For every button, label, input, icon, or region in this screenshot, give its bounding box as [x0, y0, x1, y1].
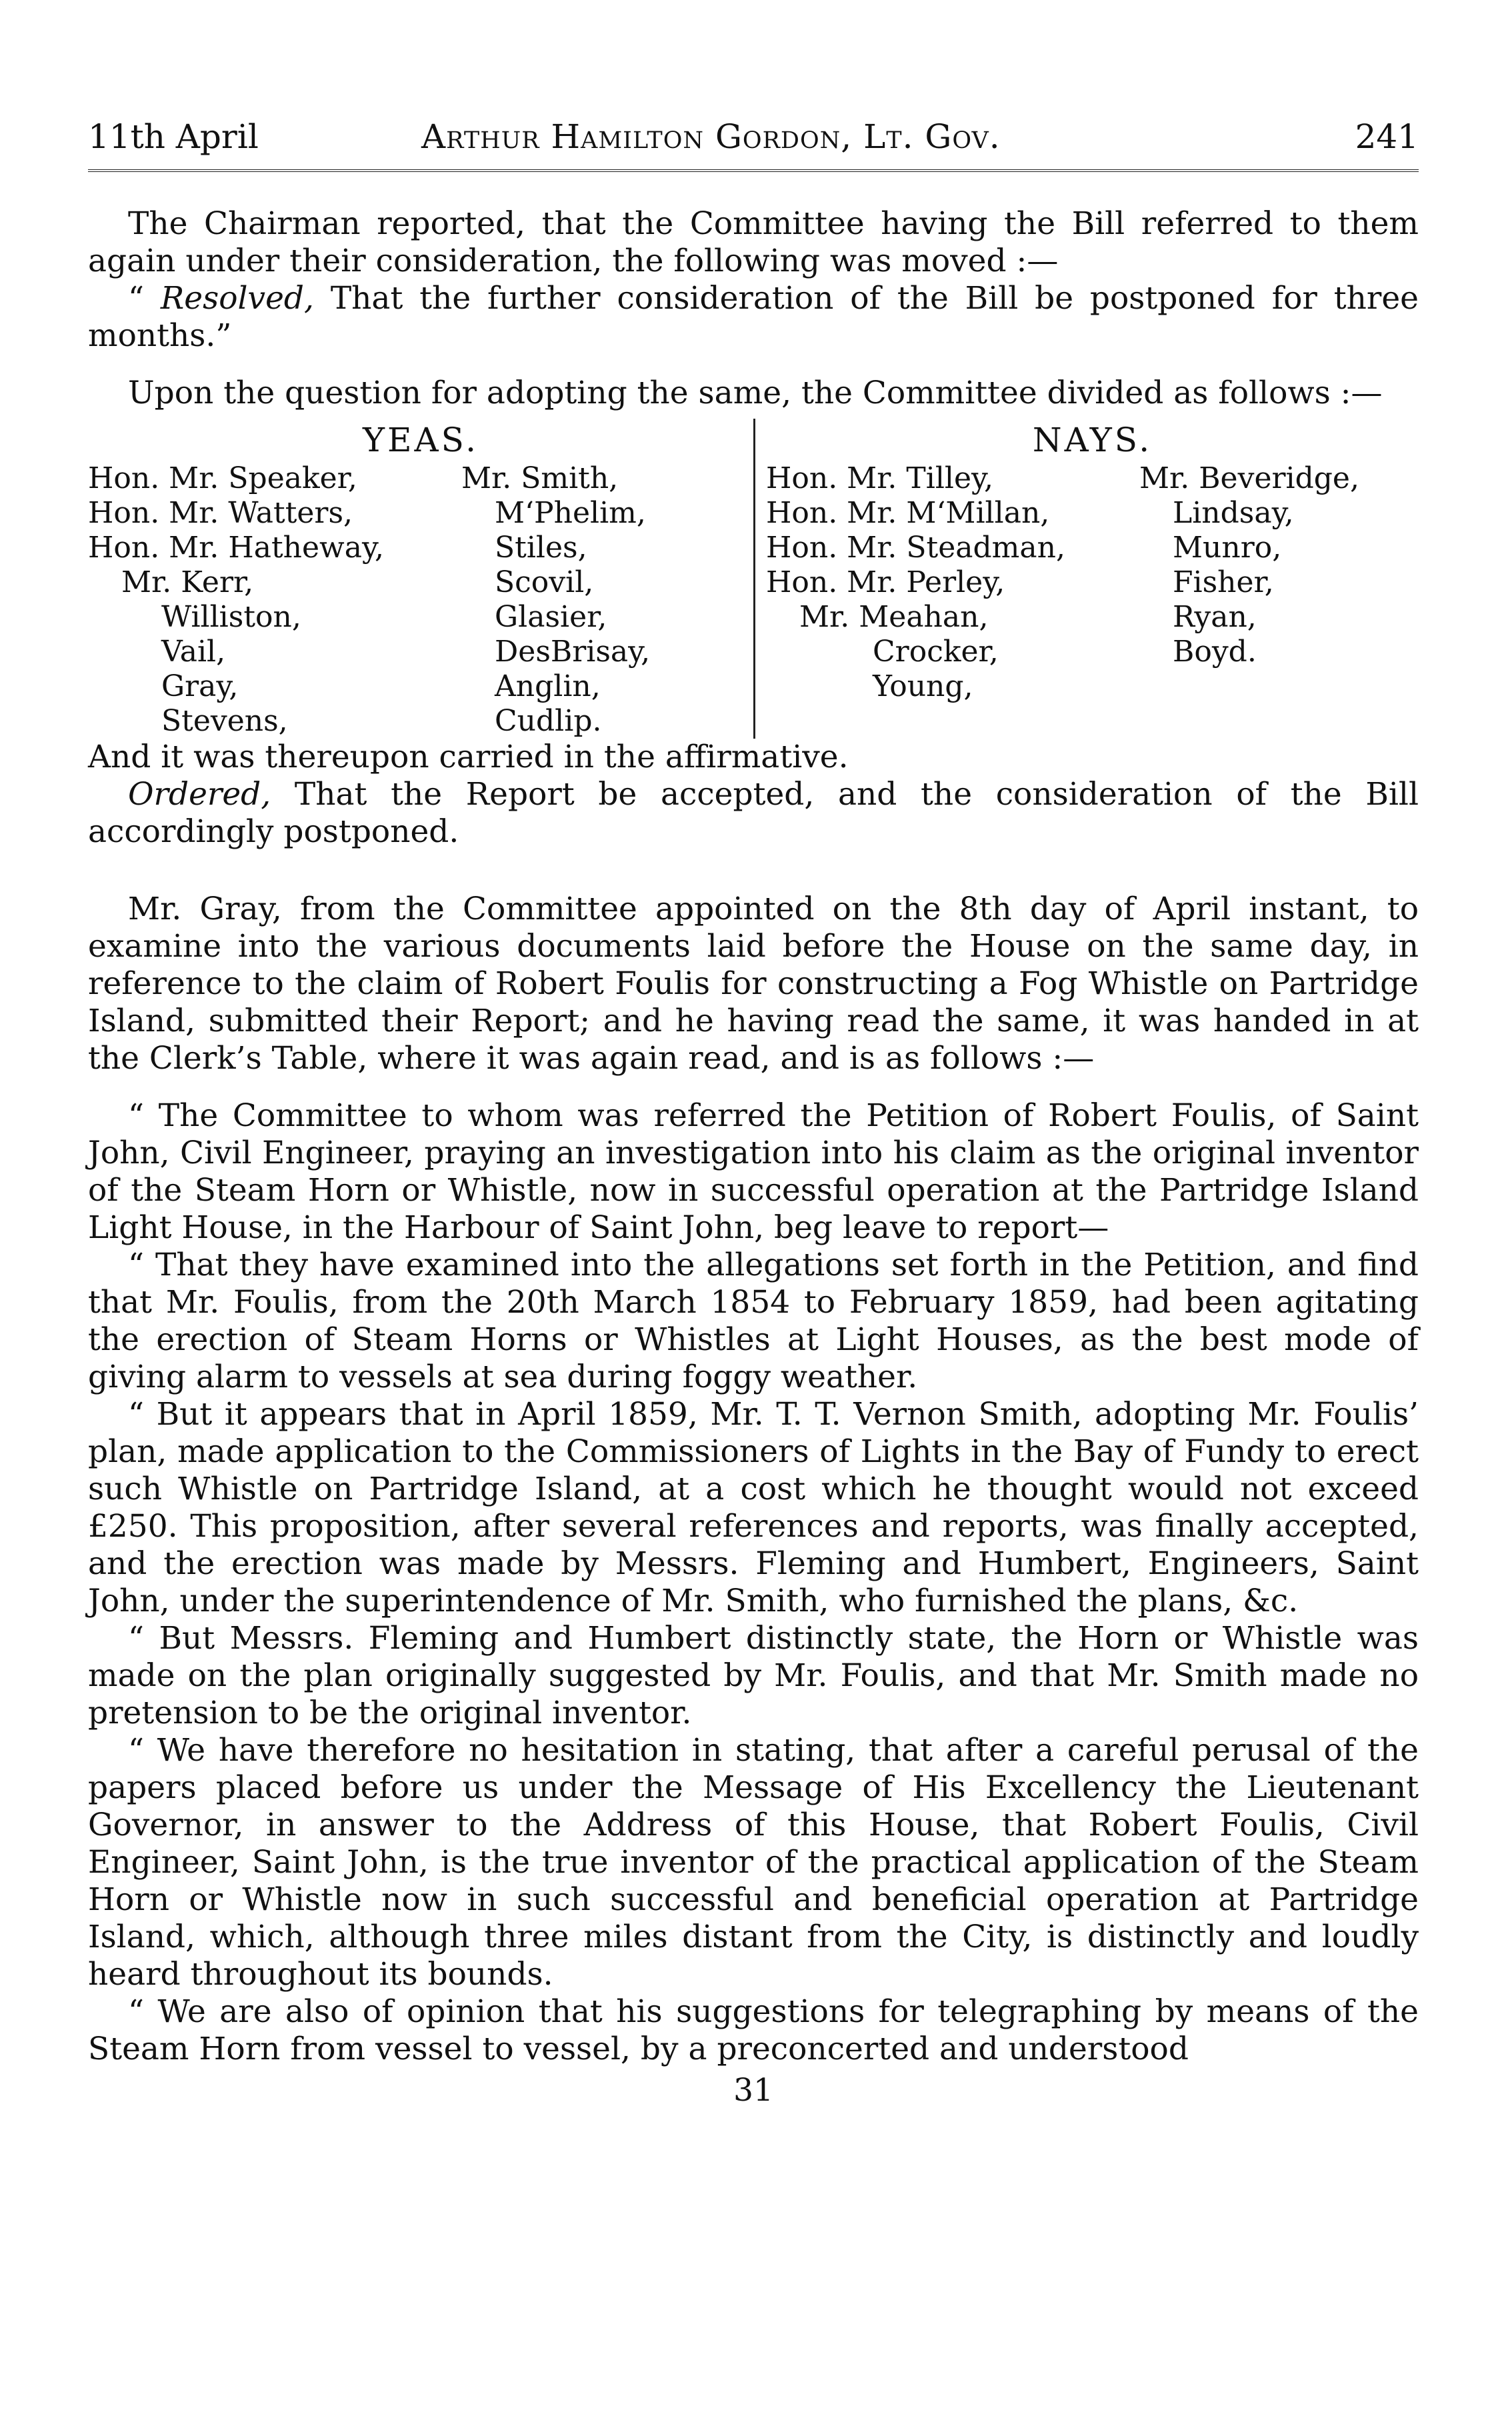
vote-name: Scovil,: [495, 565, 594, 599]
paragraph-petition: “ The Committee to whom was referred the Petition of Robert Foulis, of Saint John, Civil Engineer, praying an investigation into his claim as the original inventor of the Steam Horn or Whistle, now in successful operation at the Partridge Island Light House, in the Harbour of Saint John, beg leave to report—: [88, 1097, 1419, 1246]
vote-name: Hon. Mr. Perley,: [766, 565, 1005, 599]
vote-name: Crocker,: [873, 635, 999, 669]
vote-name: Williston,: [161, 600, 301, 634]
vote-name: Mr. Meahan,: [799, 600, 989, 634]
yeas-title: YEAS.: [363, 421, 479, 459]
paragraph-affirmative: And it was thereupon carried in the affirmative.: [88, 739, 849, 775]
vote-name: Lindsay,: [1173, 496, 1294, 530]
vote-name: Hon. Mr. Tilley,: [766, 461, 993, 495]
yeas-column-1: [88, 461, 461, 739]
paragraph-conclusion: “ We have therefore no hesitation in stating, that after a careful perusal of the papers placed before us under the Message of His Excellency the Lieutenant Governor, in answer to the Address of this House, that Robert Foulis, Civil Engineer, Saint John, is the true inventor of the practical application of the Steam Horn or Whistle now in such successful and beneficial operation at Partridge Island, which, although three miles distant from the City, is distinctly and loudly heard throughout its bounds.: [88, 1732, 1419, 1993]
vote-name: Hon. Mr. Steadman,: [766, 531, 1065, 565]
paragraph-ordered: [88, 776, 1419, 851]
header-rule: [88, 169, 1419, 172]
paragraph-committee-report: Mr. Gray, from the Committee appointed on the 8th day of April instant, to examine into the various documents laid before the House on the same day, in reference to the claim of Robert Foulis for constructing a Fog Whistle on Partridge Island, submitted their Report; and he having read the same, it was handed in at the Clerk’s Table, where it was again read, and is as follows :—: [88, 891, 1419, 1077]
vote-name: M‘Phelim,: [495, 496, 646, 530]
paragraph-resolution: [88, 280, 1419, 355]
vote-name: Glasier,: [495, 600, 607, 634]
page-number: 241: [1355, 117, 1419, 156]
vote-name: DesBrisay,: [495, 635, 651, 669]
ordered-label: Ordered,: [128, 776, 271, 813]
yeas-block: [88, 419, 753, 739]
division-list: [88, 419, 1419, 739]
paragraph-question: Upon the question for adopting the same, the Committee divided as follows :—: [128, 375, 1383, 411]
vote-name: Boyd.: [1173, 635, 1257, 669]
vote-name: Fisher,: [1173, 565, 1274, 599]
vote-name: Munro,: [1173, 531, 1282, 565]
paragraph-fleming-humbert: “ But Messrs. Fleming and Humbert distinctly state, the Horn or Whistle was made on the plan originally suggested by Mr. Foulis, and that Mr. Smith made no pretension to be the original inventor.: [88, 1620, 1419, 1731]
running-header: [88, 117, 1419, 169]
vote-name: Hon. Mr. M‘Millan,: [766, 496, 1050, 530]
vote-name: Hon. Mr. Speaker,: [88, 461, 357, 495]
paragraph-allegations: “ That they have examined into the allegations set forth in the Petition, and find that Mr. Foulis, from the 20th March 1854 to February 1859, had been agitating the erection of Steam Horns or Whistles at Light Houses, as the best mode of giving alarm to vessels at sea during foggy weather.: [88, 1247, 1419, 1395]
paragraph-chairman-report: The Chairman reported, that the Committee having the Bill referred to them again under their consideration, the following was moved :—: [88, 205, 1419, 279]
paragraph-telegraphing: “ We are also of opinion that his suggestions for telegraphing by means of the Steam Horn from vessel to vessel, by a preconcerted and understood: [88, 1993, 1419, 2067]
nays-column-1: [766, 461, 1139, 704]
vote-name: Ryan,: [1173, 600, 1257, 634]
resolved-label: Resolved,: [160, 280, 314, 317]
nays-block: [753, 419, 1419, 739]
vote-name: Mr. Kerr,: [121, 565, 254, 599]
signature-mark: 31: [733, 2072, 773, 2109]
vote-name: Stevens,: [161, 704, 288, 738]
yeas-column-2: [461, 461, 741, 739]
ordered-text: That the Report be accepted, and the consideration of the Bill accordingly postponed.: [88, 776, 1419, 850]
header-date: 11th April: [88, 117, 259, 156]
vote-name: Hon. Mr. Hatheway,: [88, 531, 384, 565]
vote-name: Young,: [873, 669, 973, 703]
vote-name: Mr. Beveridge,: [1139, 461, 1359, 495]
vote-name: Stiles,: [495, 531, 587, 565]
paragraph-vernon-smith: “ But it appears that in April 1859, Mr. T. T. Vernon Smith, adopting Mr. Foulis’ plan, made application to the Commissioners of Lights in the Bay of Fundy to erect such Whistle on Partridge Island, at a cost which he thought would not exceed £250. This proposition, after several references and reports, was finally accepted, and the erection was made by Messrs. Fleming and Humbert, Engineers, Saint John, under the superintendence of Mr. Smith, who furnished the plans, &c.: [88, 1396, 1419, 1619]
vote-name: Gray,: [161, 669, 239, 703]
vote-name: Anglin,: [495, 669, 601, 703]
vote-name: Vail,: [161, 635, 226, 669]
nays-column-2: [1139, 461, 1406, 704]
header-title: Arthur Hamilton Gordon, Lt. Gov.: [421, 117, 1001, 156]
vote-name: Hon. Mr. Watters,: [88, 496, 353, 530]
vote-name: Mr. Smith,: [461, 461, 619, 495]
document-page: [88, 117, 1419, 2109]
vote-name: Cudlip.: [495, 704, 602, 738]
nays-title: NAYS.: [1032, 421, 1153, 459]
resolution-open-quote: “: [128, 280, 161, 317]
resolution-text: That the further consideration of the Bill be postponed for three months.”: [88, 280, 1419, 354]
